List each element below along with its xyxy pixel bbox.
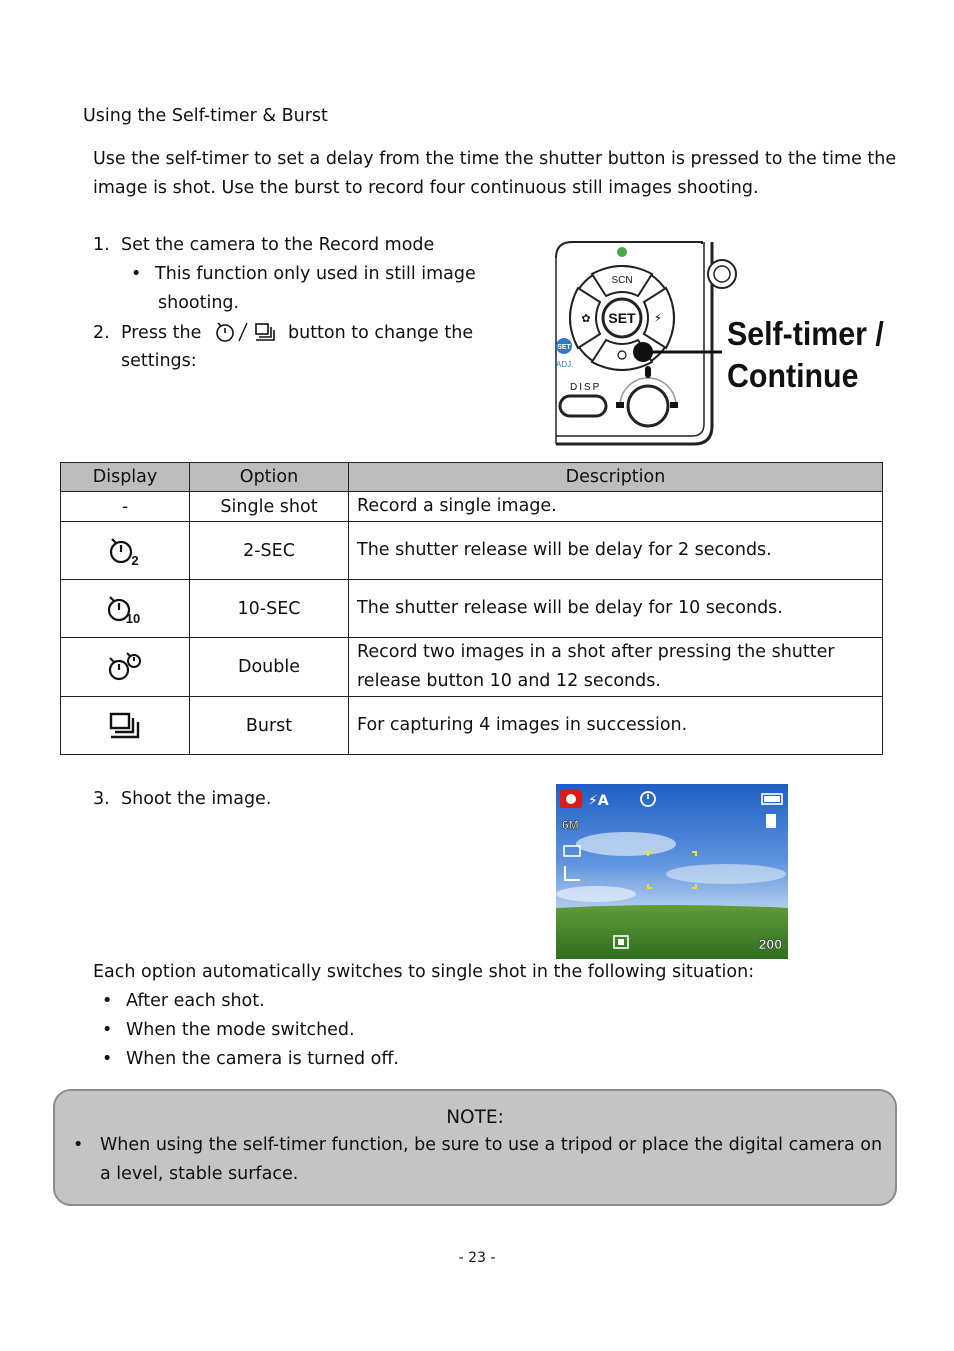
step-2-text-post: button to change the — [288, 323, 474, 343]
svg-text:2: 2 — [131, 552, 139, 567]
step-2-text-line2: settings: — [121, 351, 197, 371]
table-row — [61, 580, 883, 638]
step-2-text-pre: Press the — [121, 323, 202, 343]
set-button-label: SET — [608, 310, 636, 326]
step-1-bullet: • This function only used in still image — [131, 264, 476, 284]
scn-label: SCN — [611, 275, 633, 286]
self-timer-2-icon — [107, 535, 143, 567]
table-header-row — [61, 463, 883, 492]
row-option: 2-SEC — [190, 522, 349, 580]
row-description: Record two images in a shot after pressing the shutter release button 10 and 12 seconds. — [349, 638, 883, 697]
list-item-text: When the mode switched. — [126, 1020, 355, 1040]
table-row — [61, 492, 883, 522]
svg-text:10: 10 — [125, 610, 141, 625]
camera-lcd-preview — [556, 784, 788, 959]
note-title: NOTE: — [446, 1107, 504, 1128]
table-row — [61, 697, 883, 755]
camera-controls-illustration — [554, 238, 884, 452]
set-badge-label: SET — [557, 344, 571, 351]
header-option: Option — [190, 463, 349, 492]
row-option: Burst — [190, 697, 349, 755]
note-text-line2: a level, stable surface. — [100, 1164, 299, 1184]
note-text-line1: When using the self-timer function, be sure to use a tripod or place the digital camera on — [100, 1135, 883, 1155]
svg-text:✿: ✿ — [581, 312, 591, 325]
row-description: The shutter release will be delay for 10 seconds. — [349, 580, 883, 638]
step-3-text: Shoot the image. — [121, 789, 272, 809]
step-1-bullet-continued: shooting. — [158, 293, 240, 313]
callout-continue: Continue — [727, 356, 859, 395]
row-option: 10-SEC — [190, 580, 349, 638]
options-table — [60, 462, 883, 755]
disp-label: DISP — [570, 382, 602, 393]
lcd-shots-remaining: 200 — [758, 936, 782, 952]
note-box — [53, 1089, 897, 1206]
table-row — [61, 522, 883, 580]
row-display: - — [61, 492, 190, 522]
row-description: Record a single image. — [349, 492, 883, 522]
step-1-text: Set the camera to the Record mode — [121, 235, 435, 255]
list-item: • When the mode switched. — [102, 1020, 355, 1040]
lcd-resolution: 6M — [562, 818, 579, 832]
row-option: Double — [190, 638, 349, 697]
self-timer-10-icon — [106, 593, 144, 625]
timer-burst-icon — [214, 319, 284, 345]
svg-text:⚡: ⚡ — [653, 311, 663, 325]
page-number: - 23 - — [458, 1250, 496, 1266]
step-1-bullet-text: This function only used in still image — [155, 264, 476, 284]
row-description: The shutter release will be delay for 2 seconds. — [349, 522, 883, 580]
auto-switch-intro: Each option automatically switches to single shot in the following situation: — [93, 962, 755, 982]
list-item-text: When the camera is turned off. — [126, 1049, 399, 1069]
list-item: • After each shot. — [102, 991, 265, 1011]
section-heading: Using the Self-timer & Burst — [83, 106, 328, 126]
list-item-text: After each shot. — [126, 991, 265, 1011]
step-1-number: 1. — [93, 235, 110, 255]
row-option: Single shot — [190, 492, 349, 522]
callout-self-timer: Self-timer / — [727, 314, 884, 353]
double-timer-icon — [105, 651, 145, 683]
table-row — [61, 638, 883, 697]
burst-icon — [107, 711, 143, 741]
note-bullet: • — [73, 1135, 84, 1155]
header-display: Display — [61, 463, 190, 492]
step-3-number: 3. — [93, 789, 110, 809]
intro-paragraph: Use the self-timer to set a delay from the time the shutter button is pressed to the time the image is shot. Use the burst to record four continuous still images shooting. — [93, 149, 897, 198]
header-description: Description — [349, 463, 883, 492]
step-2-number: 2. — [93, 323, 110, 343]
row-description: For capturing 4 images in succession. — [349, 697, 883, 755]
lcd-flash-indicator: ⚡A — [588, 793, 609, 809]
adj-label: ADJ. — [556, 360, 574, 369]
list-item: • When the camera is turned off. — [102, 1049, 399, 1069]
